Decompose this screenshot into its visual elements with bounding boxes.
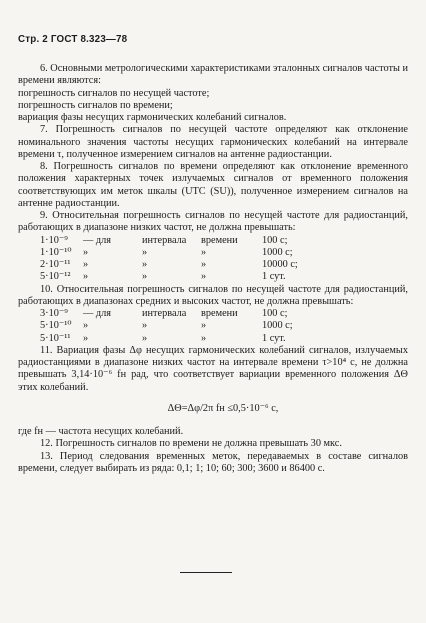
table-cell: » xyxy=(83,332,89,344)
list-item-carrier-error: погрешность сигналов по несущей частоте; xyxy=(18,87,210,99)
table-row xyxy=(18,333,408,345)
document-body xyxy=(18,63,408,475)
paragraph-12: 12. Погрешность сигналов по времени не должна превышать 30 мкс. xyxy=(40,438,342,450)
table-cell: 3·10⁻⁹ xyxy=(40,308,68,319)
table-cell: 5·10⁻¹⁰ xyxy=(40,320,72,332)
table-cell: » xyxy=(142,259,148,270)
table-row xyxy=(18,235,408,247)
table-cell: » xyxy=(201,271,207,283)
paragraph-10: 10. Относительная погрешность сигналов по несущей частоте для радиостанций, работающих в диапазонах средних и высоких частот, не должна превышать: xyxy=(18,283,408,307)
table-row xyxy=(18,247,408,259)
table-cell: — для xyxy=(83,308,111,319)
paragraph-6: 6. Основными метрологическими характеристиками эталонных сигналов частоты и времени являются: xyxy=(18,63,408,87)
table-cell: » xyxy=(201,320,207,332)
table-cell: » xyxy=(83,320,89,332)
table-cell: 1000 с; xyxy=(262,320,293,332)
table-cell: 1000 с; xyxy=(262,246,293,258)
paragraph-13: 13. Период следования временных меток, передаваемых в составе сигналов времени, следует выбирать из ряда: 0,1; 1; 10; 60; 300; 3600 и 86400 с. xyxy=(18,450,408,474)
table-row xyxy=(18,320,408,332)
list-item-phase-variation: вариация фазы несущих гармонических колебаний сигналов. xyxy=(18,112,287,123)
list-item-time-error: погрешность сигналов по времени; xyxy=(18,99,173,111)
table-cell: 5·10⁻¹¹ xyxy=(40,332,71,344)
table-cell: интервала xyxy=(142,308,187,319)
table-medium-high-frequency xyxy=(18,308,408,345)
table-cell: 10000 с; xyxy=(262,259,298,270)
table-cell: 1·10⁻¹⁰ xyxy=(40,246,72,258)
table-cell: » xyxy=(142,246,148,258)
table-cell: интервала xyxy=(142,234,187,246)
table-row xyxy=(18,271,408,283)
formula-phase-variation: ΔΘ=Δφ/2π fн ≤0,5·10⁻⁶ с, xyxy=(167,402,279,414)
table-cell: времени xyxy=(201,308,238,319)
table-cell: » xyxy=(83,259,89,270)
table-row xyxy=(18,259,408,271)
table-cell: » xyxy=(201,246,207,258)
end-divider xyxy=(180,572,232,573)
paragraph-8: 8. Погрешность сигналов по времени определяют как отклонение временного положения характерных точек излучаемых сигналов от временного положения соответствующих им меток шкалы (UTC (SU)), полученное измерением сигналов на антенне радиостанции. xyxy=(18,161,408,209)
table-cell: 100 с; xyxy=(262,234,288,246)
table-cell: » xyxy=(83,271,89,283)
table-cell: 1 сут. xyxy=(262,271,286,283)
table-cell: 5·10⁻¹² xyxy=(40,271,71,283)
table-cell: — для xyxy=(83,234,111,246)
table-cell: » xyxy=(142,332,148,344)
table-row xyxy=(18,308,408,320)
paragraph-7: 7. Погрешность сигналов по несущей частоте определяют как отклонение номинального значения частоты несущих гармонических колебаний на интервале времени τ, полученное измерением сигналов на антенне радиостанции. xyxy=(18,124,408,160)
table-cell: » xyxy=(201,259,207,270)
paragraph-9: 9. Относительная погрешность сигналов по несущей частоте для радиостанций, работающих в диапазоне низких частот, не должна превышать: xyxy=(18,210,408,234)
paragraph-11: 11. Вариация фазы Δφ несущих гармонических колебаний сигналов, излучаемых радиостанциями в диапазоне низких частот на интервале времени τ>10⁴ с, не должна превышать 3,14·10⁻⁶ fн рад, что соответствует вариации временного положения ΔΘ этих колебаний. xyxy=(18,344,408,393)
table-low-frequency xyxy=(18,235,408,284)
table-cell: 100 с; xyxy=(262,308,288,319)
page-header: Стр. 2 ГОСТ 8.323—78 xyxy=(18,34,128,45)
table-cell: 1·10⁻⁹ xyxy=(40,234,68,246)
table-cell: времени xyxy=(201,234,238,246)
table-cell: 2·10⁻¹¹ xyxy=(40,259,71,270)
table-cell: » xyxy=(142,320,148,332)
formula-explanation: где fн — частота несущих колебаний. xyxy=(18,426,184,437)
table-cell: 1 сут. xyxy=(262,332,286,344)
table-cell: » xyxy=(201,332,207,344)
table-cell: » xyxy=(83,246,89,258)
table-cell: » xyxy=(142,271,148,283)
